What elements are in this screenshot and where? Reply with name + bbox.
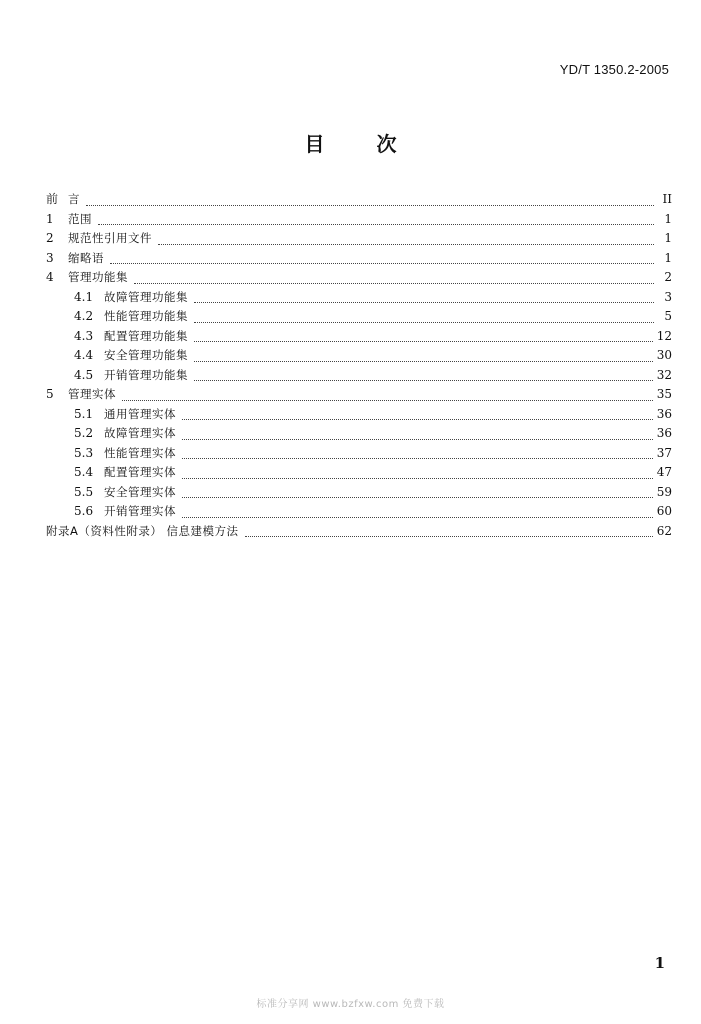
title-char-2: 次 [376,132,397,156]
toc-entry-page: 32 [656,367,672,382]
toc-entry-label: 故障管理功能集 [104,289,188,304]
toc-entry-number: 5.2 [74,426,94,440]
toc-entry[interactable] [46,268,672,288]
toc-entry-number: 4.5 [74,367,94,382]
toc-entry[interactable] [46,249,672,269]
toc-subentry[interactable] [46,327,672,347]
toc-entry-number: 5 [46,387,54,401]
toc-leader-dots [86,204,654,206]
toc-entry[interactable] [46,190,672,210]
toc-entry-label: 附录A（资料性附录） 信息建模方法 [46,523,239,538]
toc-entry-page: 35 [656,387,672,401]
page-number: 1 [654,954,665,972]
toc-leader-dots [134,282,654,284]
watermark: 标准分享网 www.bzfxw.com 免费下载 [256,999,445,1010]
toc-subentry[interactable] [46,483,672,503]
toc-leader-dots [182,457,653,459]
toc-entry-label: 管理功能集 [68,270,128,284]
toc-subentry[interactable] [46,346,672,366]
toc-entry-page: II [662,192,672,206]
toc-subentry[interactable] [46,366,672,386]
toc-entry-label: 性能管理实体 [104,445,176,460]
toc-entry-page: 12 [656,328,672,343]
toc-entry-page: 3 [664,289,672,304]
page-title [0,128,701,157]
toc-entry-number: 5.6 [74,504,94,518]
toc-leader-dots [182,418,653,420]
toc-entry-number: 4.3 [74,328,94,343]
toc-subentry[interactable] [46,424,672,444]
toc-entry[interactable] [46,210,672,230]
toc-entry-page: 5 [664,309,672,323]
toc-entry-number: 4.2 [74,309,94,323]
toc-leader-dots [182,516,653,518]
toc-entry[interactable] [46,229,672,249]
toc-entry-page: 1 [664,211,672,226]
toc-entry-page: 37 [656,445,672,460]
toc-entry-label: 开销管理功能集 [104,367,188,382]
toc-entry-number: 2 [46,231,54,245]
toc-subentry[interactable] [46,463,672,483]
toc-entry[interactable] [46,385,672,405]
standard-code: YD/T 1350.2-2005 [559,62,669,77]
toc-subentry[interactable] [46,288,672,308]
toc-entry-label: 言 [68,192,80,206]
toc-entry-appendix[interactable] [46,522,672,542]
toc-leader-dots [110,262,654,264]
toc-entry-label: 安全管理实体 [104,484,176,499]
toc-entry-page: 2 [664,270,672,284]
toc-entry-label: 开销管理实体 [104,504,176,518]
toc-leader-dots [194,360,653,362]
toc-subentry[interactable] [46,405,672,425]
toc-leader-dots [158,243,654,245]
toc-entry-label: 配置管理功能集 [104,328,188,343]
toc-leader-dots [182,438,653,440]
toc-entry-page: 1 [664,250,672,265]
toc-entry-page: 36 [656,406,672,421]
table-of-contents [46,190,672,541]
toc-entry-number: 4 [46,270,54,284]
toc-leader-dots [182,496,653,498]
toc-entry-page: 1 [664,231,672,245]
toc-entry-label: 管理实体 [68,387,116,401]
toc-entry-label: 通用管理实体 [104,406,176,421]
toc-subentry[interactable] [46,502,672,522]
toc-entry-page: 47 [656,465,672,479]
toc-entry-label: 配置管理实体 [104,465,176,479]
title-char-1: 目 [304,132,325,156]
toc-leader-dots [194,379,653,381]
toc-leader-dots [194,321,654,323]
toc-entry-page: 60 [656,504,672,518]
toc-entry-label: 性能管理功能集 [104,309,188,323]
toc-leader-dots [194,301,654,303]
toc-leader-dots [98,223,654,225]
toc-entry-number: 5.3 [74,445,94,460]
toc-entry-page: 59 [656,484,672,499]
toc-entry-page: 36 [656,426,672,440]
toc-entry-number: 3 [46,250,54,265]
toc-entry-label: 规范性引用文件 [68,231,152,245]
toc-entry-label: 安全管理功能集 [104,348,188,362]
toc-leader-dots [122,399,653,401]
toc-entry-number: 4.1 [74,289,94,304]
toc-leader-dots [182,477,653,479]
toc-entry-label: 缩略语 [68,250,104,265]
toc-entry-page: 62 [656,523,672,538]
toc-entry-number: 5.1 [74,406,94,421]
toc-entry-number: 4.4 [74,348,94,362]
toc-entry-label: 故障管理实体 [104,426,176,440]
toc-entry-number: 5.4 [74,465,94,479]
toc-subentry[interactable] [46,307,672,327]
toc-entry-number: 前 [46,192,59,206]
toc-leader-dots [245,535,653,537]
toc-entry-number: 1 [46,211,54,226]
toc-leader-dots [194,340,653,342]
toc-subentry[interactable] [46,444,672,464]
toc-entry-page: 30 [656,348,672,362]
toc-entry-label: 范围 [68,211,92,226]
toc-entry-number: 5.5 [74,484,94,499]
